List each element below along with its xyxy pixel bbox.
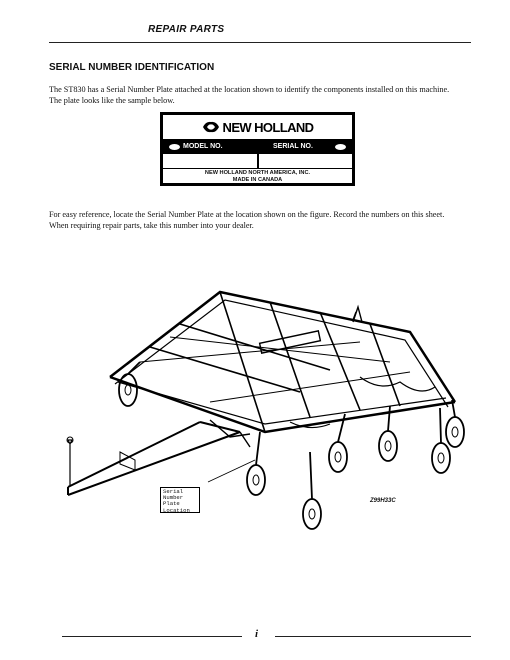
serial-number-plate xyxy=(160,112,355,186)
new-holland-leaf-icon xyxy=(202,121,220,133)
page-header xyxy=(49,22,471,43)
rivet-icon xyxy=(335,144,346,150)
instructions-line-2: When requiring repair parts, take this number into your dealer. xyxy=(49,221,254,230)
figure-id: Z99H33C xyxy=(370,498,396,504)
callout-line: Location xyxy=(163,506,190,514)
rivet-icon xyxy=(169,144,180,150)
section-title: SERIAL NUMBER IDENTIFICATION xyxy=(49,62,215,73)
model-number-label: MODEL NO. xyxy=(183,142,223,150)
header-title: REPAIR PARTS xyxy=(147,24,225,35)
callout-line: Serial xyxy=(163,488,184,495)
serial-number-label: SERIAL NO. xyxy=(273,142,313,150)
footer-rule-right xyxy=(275,636,471,637)
plate-fields xyxy=(163,154,352,168)
callout-line: Number xyxy=(163,494,184,502)
instructions-line-1: For easy reference, locate the Serial Number Plate at the location shown on the figure. Record the numbers on this sheet. xyxy=(49,210,445,219)
machine-illustration xyxy=(60,282,470,532)
plate-label-bar xyxy=(163,140,352,153)
maker-line-2: MADE IN CANADA xyxy=(232,177,283,183)
plate-brand: NEW HOLLAND xyxy=(222,119,314,135)
intro-line-2: The plate looks like the sample below. xyxy=(49,96,175,105)
maker-line-1: NEW HOLLAND NORTH AMERICA, INC. xyxy=(204,170,311,176)
serial-plate-location-callout xyxy=(160,487,200,513)
intro-paragraph xyxy=(49,84,479,106)
intro-line-1: The ST830 has a Serial Number Plate attached at the location shown to identify the components installed on this machine. xyxy=(49,85,450,94)
model-number-field xyxy=(163,154,257,168)
callout-line: Plate xyxy=(163,500,180,508)
serial-number-field xyxy=(259,154,353,168)
plate-maker xyxy=(163,169,352,183)
page-number: i xyxy=(255,628,259,640)
plate-logo-area xyxy=(163,115,352,139)
instructions-paragraph xyxy=(49,209,479,231)
footer-rule-left xyxy=(62,636,242,637)
